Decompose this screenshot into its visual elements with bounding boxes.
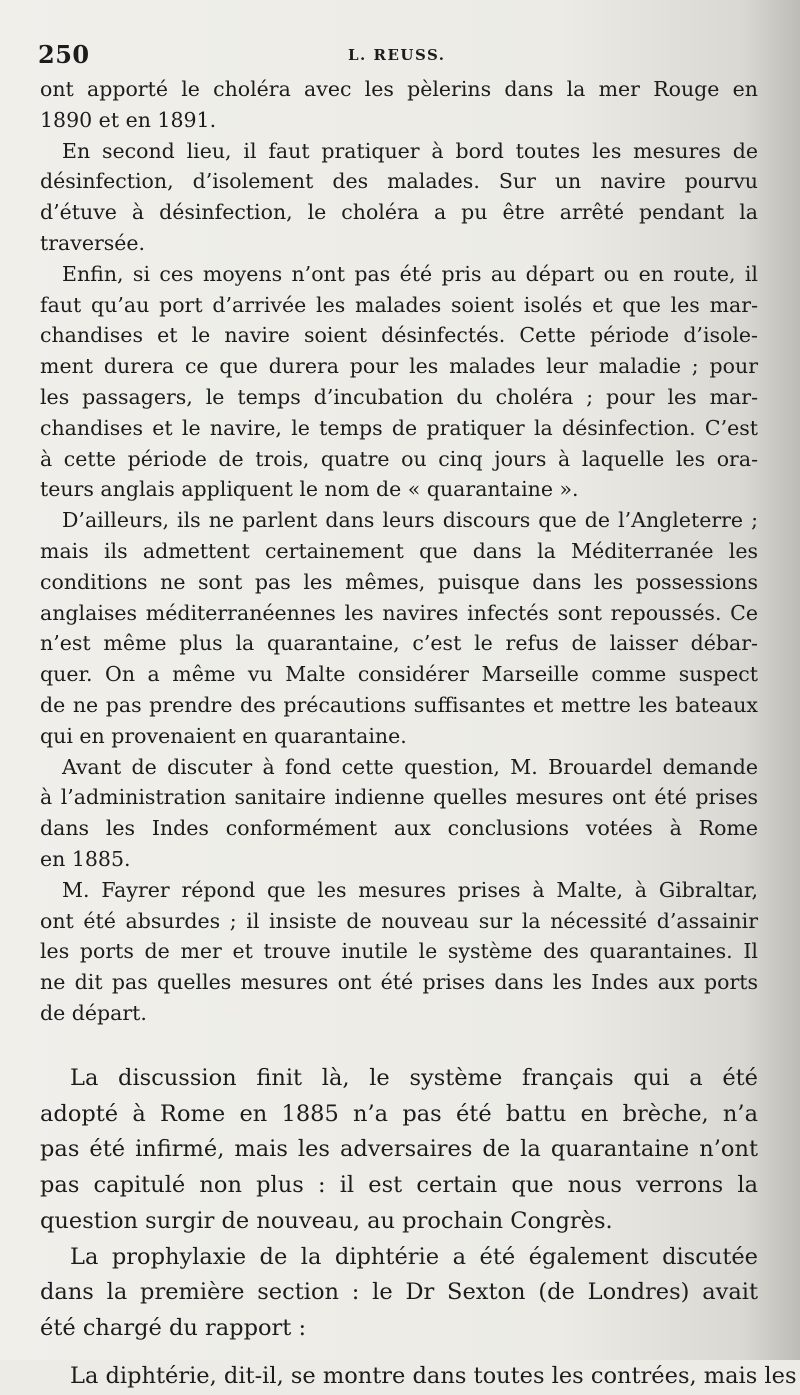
text-line: chandises et le navire, le temps de pratiquer la désinfection. C’est — [40, 415, 758, 440]
text-line: à cette période de trois, quatre ou cinq jours à laquelle les ora- — [40, 446, 758, 471]
page-body — [40, 74, 797, 1395]
paragraph — [40, 1240, 758, 1347]
text-line: ne dit pas quelles mesures ont été prises dans les Indes aux ports — [40, 970, 758, 995]
text-line: les ports de mer et trouve inutile le système des quarantaines. Il — [40, 939, 758, 964]
text-line: adopté à Rome en 1885 n’a pas été battu en brèche, n’a — [40, 1100, 758, 1127]
text-line: dans les Indes conformément aux conclusions votées à Rome — [40, 816, 758, 841]
text-line: mais ils admettent certainement que dans la Méditerranée les — [40, 538, 758, 563]
text-line: d’étuve à désinfection, le choléra a pu être arrêté pendant la — [40, 200, 758, 225]
text-line: faut qu’au port d’arrivée les malades soient isolés et que les mar- — [40, 292, 758, 317]
text-line: anglaises méditerranéennes les navires infectés sont repoussés. Ce — [40, 600, 758, 625]
text-line: dans la première section : le Dr Sexton (de Londres) avait — [40, 1279, 758, 1306]
text-line: pas capitulé non plus : il est certain que nous verrons la — [40, 1172, 758, 1199]
text-line: 1890 et en 1891. — [40, 107, 217, 132]
text-line: ont apporté le choléra avec les pèlerins dans la mer Rouge en — [40, 77, 758, 101]
page-header — [38, 40, 758, 70]
text-line: M. Fayrer répond que les mesures prises à Malte, à Gibraltar, — [62, 877, 758, 902]
large-text-section — [40, 1061, 797, 1395]
paragraph — [40, 1359, 797, 1395]
text-line: à l’administration sanitaire indienne quelles mesures ont été prises — [40, 785, 758, 810]
text-line: été chargé du rapport : — [40, 1315, 307, 1342]
text-line: En second lieu, il faut pratiquer à bord toutes les mesures de — [62, 138, 758, 163]
text-line: D’ailleurs, ils ne parlent dans leurs discours que de l’Angleterre ; — [62, 508, 758, 533]
text-line: question surgir de nouveau, au prochain Congrès. — [40, 1207, 613, 1234]
paragraph — [40, 875, 758, 1029]
text-line: les passagers, le temps d’incubation du choléra ; pour les mar- — [40, 384, 758, 409]
text-line: Avant de discuter à fond cette question, M. Brouardel demande — [62, 754, 758, 779]
text-line: qui en provenaient en quarantaine. — [40, 723, 407, 748]
text-line: ont été absurdes ; il insiste de nouveau sur la nécessité d’assainir — [40, 908, 758, 933]
text-line: Enfin, si ces moyens n’ont pas été pris au départ ou en route, il — [62, 261, 758, 286]
text-line: La discussion finit là, le système français qui a été — [70, 1064, 758, 1091]
text-line: pas été infirmé, mais les adversaires de la quarantaine n’ont — [40, 1136, 758, 1163]
paragraph — [40, 752, 758, 875]
text-line: chandises et le navire soient désinfectés. Cette période d’isole- — [40, 323, 758, 348]
paragraph — [40, 74, 758, 136]
text-line: La prophylaxie de la diphtérie a été également discutée — [70, 1243, 758, 1270]
page-number: 250 — [38, 40, 90, 69]
text-line: quer. On a même vu Malte considérer Marseille comme suspect — [40, 662, 758, 687]
paragraph — [40, 1061, 758, 1240]
running-head: L. REUSS. — [348, 46, 446, 64]
paragraph — [40, 505, 758, 751]
paragraph — [40, 136, 758, 259]
text-line: traversée. — [40, 230, 146, 255]
text-line: de ne pas prendre des précautions suffisantes et mettre les bateaux — [40, 692, 758, 717]
text-line: conditions ne sont pas les mêmes, puisque dans les possessions — [40, 569, 758, 594]
paragraph — [40, 259, 758, 505]
text-line: ment durera ce que durera pour les malades leur maladie ; pour — [40, 354, 758, 379]
text-line: en 1885. — [40, 846, 131, 871]
text-line: teurs anglais appliquent le nom de « quarantaine ». — [40, 477, 579, 502]
text-line: désinfection, d’isolement des malades. Sur un navire pourvu — [40, 169, 758, 194]
text-line: n’est même plus la quarantaine, c’est le refus de laisser débar- — [40, 631, 758, 656]
text-line: La diphtérie, dit-il, se montre dans toutes les contrées, mais les — [70, 1363, 797, 1390]
text-line: de départ. — [40, 1000, 147, 1025]
